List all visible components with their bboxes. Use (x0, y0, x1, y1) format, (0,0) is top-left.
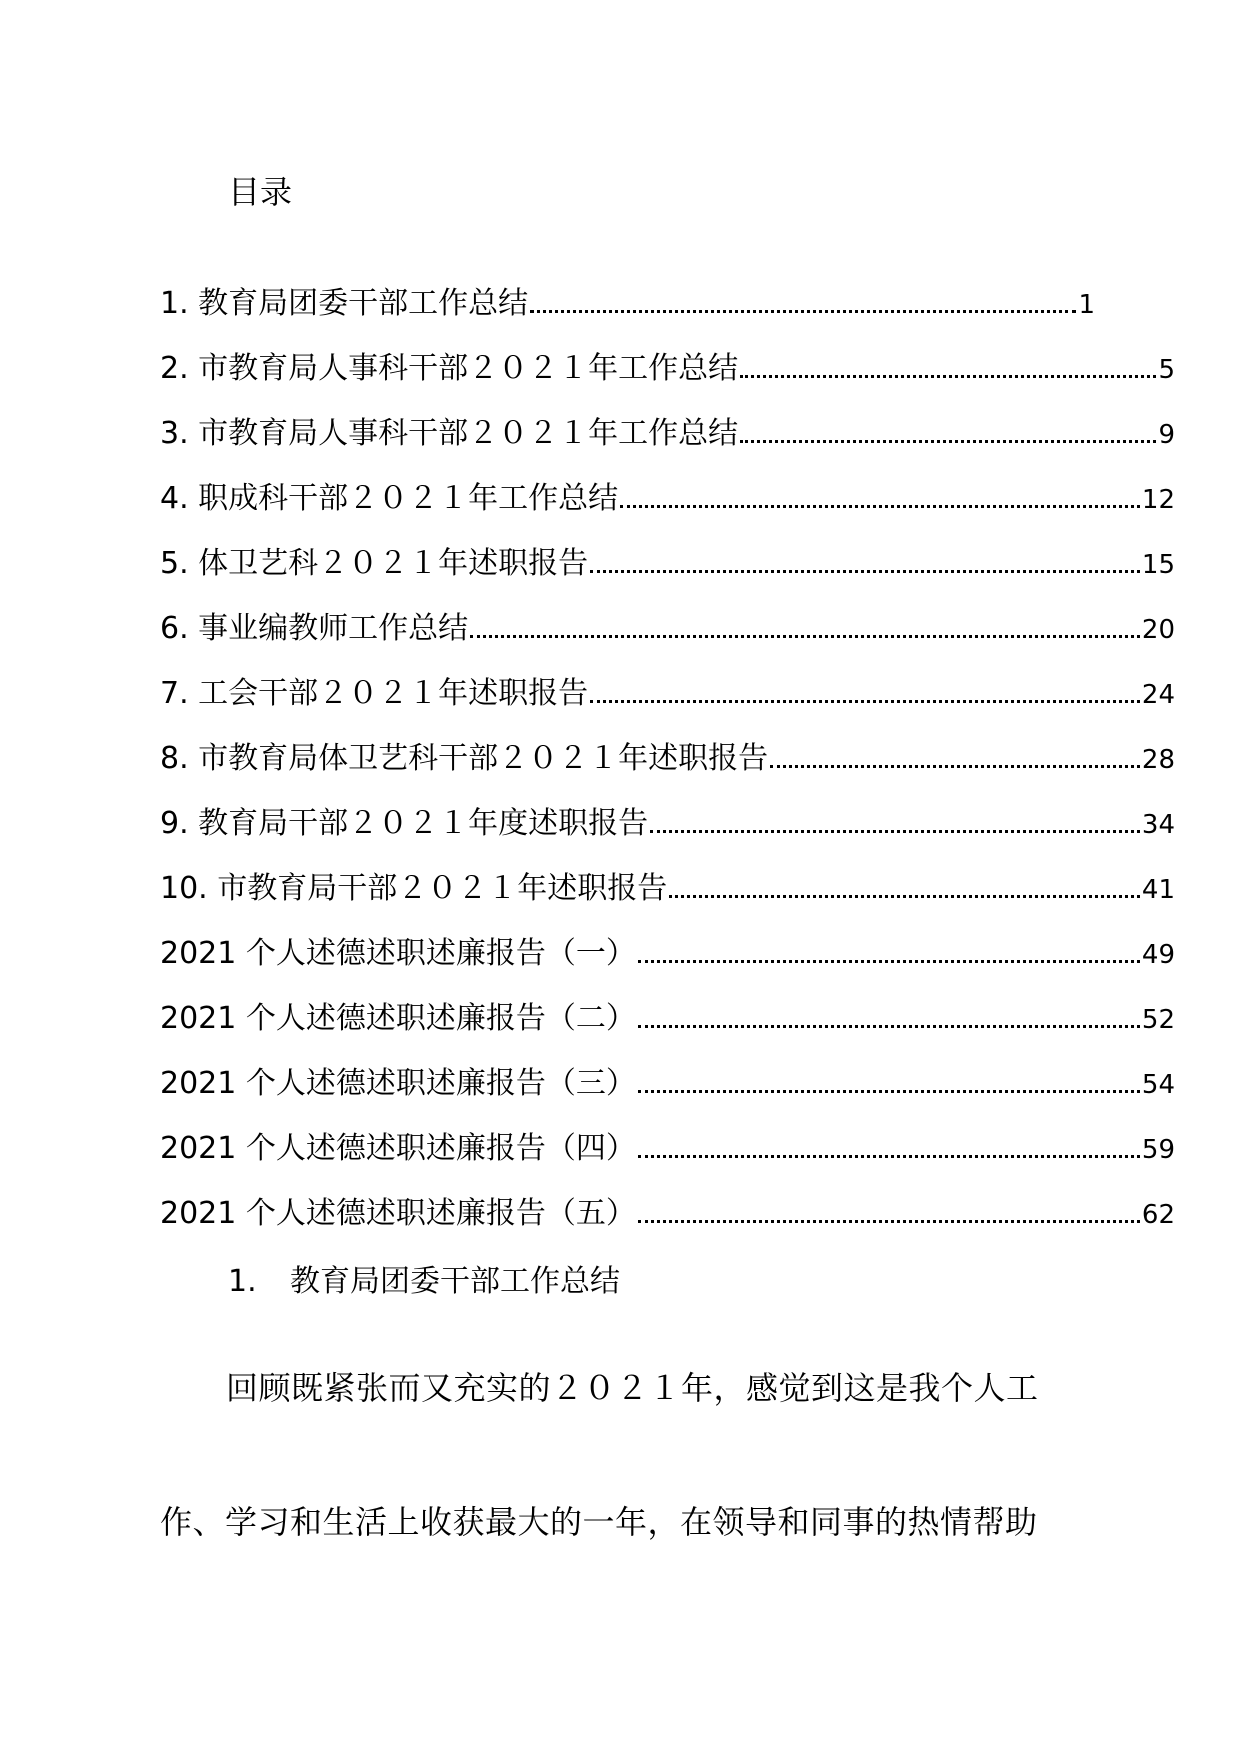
toc-entry-title: 2. 市教育局人事科干部２０２１年工作总结 (160, 351, 739, 386)
toc-entry-page: 24 (1141, 680, 1175, 710)
toc-entry[interactable] (160, 804, 1175, 869)
toc-entry-page: 9 (1158, 420, 1175, 450)
toc-dot-leader (770, 765, 1140, 768)
toc-entry[interactable] (160, 609, 1175, 674)
toc-dot-leader (638, 1220, 1140, 1223)
toc-entry-page: 15 (1141, 550, 1175, 580)
toc-entry-title: 7. 工会干部２０２１年述职报告 (160, 676, 589, 711)
toc-dot-leader (650, 830, 1140, 833)
toc-entry-page: 59 (1141, 1135, 1175, 1165)
toc-entry[interactable] (160, 349, 1175, 414)
toc-heading: 目录 (228, 173, 293, 211)
table-of-contents (160, 284, 1175, 1259)
toc-entry-page: 62 (1141, 1200, 1175, 1230)
toc-entry-page: 52 (1141, 1005, 1175, 1035)
toc-entry-title: 10. 市教育局干部２０２１年述职报告 (160, 871, 668, 906)
toc-entry[interactable] (160, 284, 1095, 349)
toc-entry-page: 49 (1141, 940, 1175, 970)
toc-entry[interactable] (160, 1064, 1175, 1129)
toc-entry-title: 5. 体卫艺科２０２１年述职报告 (160, 546, 589, 581)
toc-dot-leader (638, 960, 1140, 963)
toc-entry-page: 41 (1141, 875, 1175, 905)
toc-entry-title: 2021 个人述德述职述廉报告（二） (160, 1001, 636, 1036)
toc-entry-title: 2021 个人述德述职述廉报告（四） (160, 1131, 636, 1166)
toc-entry-title: 6. 事业编教师工作总结 (160, 611, 469, 646)
toc-entry-page: 20 (1141, 615, 1175, 645)
toc-dot-leader (638, 1155, 1140, 1158)
toc-entry[interactable] (160, 934, 1175, 999)
toc-entry-title: 9. 教育局干部２０２１年度述职报告 (160, 806, 649, 841)
toc-dot-leader (669, 895, 1140, 898)
body-text-line: 回顾既紧张而又充实的２０２１年，感觉到这是我个人工 (226, 1369, 1039, 1407)
toc-dot-leader (530, 310, 1076, 313)
section-title: 教育局团委干部工作总结 (290, 1264, 620, 1299)
toc-entry-title: 2021 个人述德述职述廉报告（一） (160, 936, 636, 971)
toc-entry[interactable] (160, 869, 1175, 934)
toc-dot-leader (638, 1090, 1140, 1093)
body-text-line: 作、学习和生活上收获最大的一年，在领导和同事的热情帮助 (160, 1503, 1038, 1541)
toc-entry-page: 34 (1141, 810, 1175, 840)
toc-entry-page: 12 (1141, 485, 1175, 515)
toc-entry[interactable] (160, 1129, 1175, 1194)
toc-entry-page: 28 (1141, 745, 1175, 775)
toc-entry-page: 54 (1141, 1070, 1175, 1100)
toc-entry[interactable] (160, 414, 1175, 479)
toc-entry-title: 2021 个人述德述职述廉报告（三） (160, 1066, 636, 1101)
toc-entry[interactable] (160, 1194, 1175, 1259)
toc-entry-page: 5 (1158, 355, 1175, 385)
toc-entry-page: 1 (1078, 290, 1095, 320)
toc-entry[interactable] (160, 479, 1175, 544)
toc-dot-leader (620, 505, 1140, 508)
toc-entry-title: 8. 市教育局体卫艺科干部２０２１年述职报告 (160, 741, 769, 776)
toc-dot-leader (638, 1025, 1140, 1028)
toc-dot-leader (740, 440, 1156, 443)
toc-dot-leader (740, 375, 1156, 378)
toc-entry[interactable] (160, 674, 1175, 739)
toc-entry[interactable] (160, 739, 1175, 804)
toc-dot-leader (590, 570, 1140, 573)
section-heading (228, 1262, 620, 1302)
toc-entry[interactable] (160, 544, 1175, 609)
toc-entry-title: 1. 教育局团委干部工作总结 (160, 286, 529, 321)
toc-entry-title: 4. 职成科干部２０２１年工作总结 (160, 481, 619, 516)
toc-dot-leader (470, 635, 1140, 638)
section-number: 1. (228, 1264, 257, 1299)
toc-entry-title: 3. 市教育局人事科干部２０２１年工作总结 (160, 416, 739, 451)
toc-entry[interactable] (160, 999, 1175, 1064)
toc-entry-title: 2021 个人述德述职述廉报告（五） (160, 1196, 636, 1231)
toc-dot-leader (590, 700, 1140, 703)
